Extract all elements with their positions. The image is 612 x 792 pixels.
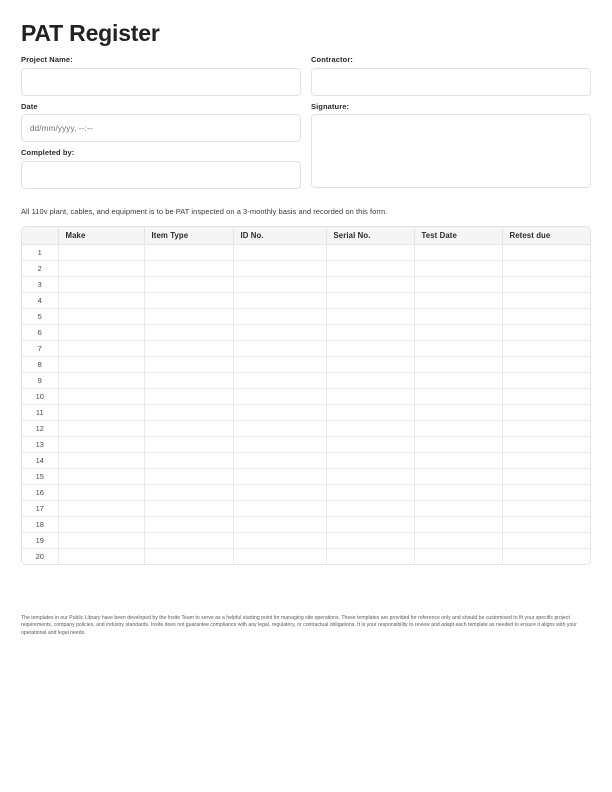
cell-serial-no[interactable] — [326, 421, 414, 437]
cell-make[interactable] — [58, 437, 144, 453]
cell-serial-no[interactable] — [326, 277, 414, 293]
cell-serial-no[interactable] — [326, 469, 414, 485]
cell-id-no[interactable] — [233, 469, 326, 485]
cell-retest-due[interactable] — [502, 469, 591, 485]
cell-retest-due[interactable] — [502, 309, 591, 325]
row-number-cell: 14 — [22, 453, 58, 469]
cell-test-date[interactable] — [414, 469, 502, 485]
cell-retest-due[interactable] — [502, 277, 591, 293]
cell-test-date[interactable] — [414, 245, 502, 261]
cell-retest-due[interactable] — [502, 325, 591, 341]
column-header-test-date: Test Date — [414, 227, 502, 245]
cell-test-date[interactable] — [414, 453, 502, 469]
signature-label: Signature: — [311, 101, 350, 111]
cell-make[interactable] — [58, 373, 144, 389]
form-section — [21, 56, 591, 196]
cell-serial-no[interactable] — [326, 373, 414, 389]
cell-test-date[interactable] — [414, 325, 502, 341]
cell-retest-due[interactable] — [502, 453, 591, 469]
field-contractor — [311, 56, 591, 96]
cell-retest-due[interactable] — [502, 389, 591, 405]
row-number-cell: 5 — [22, 309, 58, 325]
cell-item-type[interactable] — [144, 469, 233, 485]
table-row — [22, 469, 591, 485]
cell-id-no[interactable] — [233, 325, 326, 341]
table-row — [22, 277, 591, 293]
row-number-cell: 8 — [22, 357, 58, 373]
row-number-cell: 4 — [22, 293, 58, 309]
cell-item-type[interactable] — [144, 293, 233, 309]
cell-test-date[interactable] — [414, 373, 502, 389]
cell-id-no[interactable] — [233, 421, 326, 437]
cell-make[interactable] — [58, 325, 144, 341]
cell-test-date[interactable] — [414, 405, 502, 421]
column-header-item-type: Item Type — [144, 227, 233, 245]
cell-id-no[interactable] — [233, 549, 326, 565]
cell-id-no[interactable] — [233, 293, 326, 309]
cell-retest-due[interactable] — [502, 533, 591, 549]
cell-make[interactable] — [58, 469, 144, 485]
cell-serial-no[interactable] — [326, 501, 414, 517]
table-row — [22, 453, 591, 469]
row-number-cell: 15 — [22, 469, 58, 485]
field-date — [21, 103, 301, 143]
field-signature — [311, 103, 591, 189]
cell-item-type[interactable] — [144, 533, 233, 549]
cell-test-date[interactable] — [414, 277, 502, 293]
row-number-cell: 17 — [22, 501, 58, 517]
row-number-cell: 10 — [22, 389, 58, 405]
project-name-label: Project Name: — [21, 55, 73, 65]
cell-make[interactable] — [58, 261, 144, 277]
row-number-cell: 7 — [22, 341, 58, 357]
cell-test-date[interactable] — [414, 389, 502, 405]
table-row — [22, 357, 591, 373]
table-row — [22, 293, 591, 309]
cell-make[interactable] — [58, 341, 144, 357]
cell-item-type[interactable] — [144, 405, 233, 421]
column-header-row-number — [22, 227, 58, 245]
cell-make[interactable] — [58, 485, 144, 501]
column-header-id-no: ID No. — [233, 227, 326, 245]
column-header-retest-due: Retest due — [502, 227, 591, 245]
cell-retest-due[interactable] — [502, 549, 591, 565]
table-row — [22, 501, 591, 517]
cell-id-no[interactable] — [233, 501, 326, 517]
cell-id-no[interactable] — [233, 245, 326, 261]
cell-serial-no[interactable] — [326, 309, 414, 325]
cell-item-type[interactable] — [144, 549, 233, 565]
row-number-cell: 3 — [22, 277, 58, 293]
table-row — [22, 533, 591, 549]
cell-item-type[interactable] — [144, 453, 233, 469]
row-number-cell: 11 — [22, 405, 58, 421]
cell-make[interactable] — [58, 293, 144, 309]
column-header-serial-no: Serial No. — [326, 227, 414, 245]
cell-item-type[interactable] — [144, 277, 233, 293]
cell-id-no[interactable] — [233, 357, 326, 373]
page-title: PAT Register — [21, 20, 160, 46]
table-row — [22, 485, 591, 501]
cell-item-type[interactable] — [144, 261, 233, 277]
cell-serial-no[interactable] — [326, 549, 414, 565]
cell-retest-due[interactable] — [502, 485, 591, 501]
cell-retest-due[interactable] — [502, 373, 591, 389]
cell-test-date[interactable] — [414, 357, 502, 373]
cell-item-type[interactable] — [144, 357, 233, 373]
cell-test-date[interactable] — [414, 437, 502, 453]
cell-make[interactable] — [58, 517, 144, 533]
cell-id-no[interactable] — [233, 533, 326, 549]
row-number-cell: 13 — [22, 437, 58, 453]
cell-retest-due[interactable] — [502, 517, 591, 533]
row-number-cell: 12 — [22, 421, 58, 437]
completed-by-input[interactable] — [21, 161, 301, 189]
cell-test-date[interactable] — [414, 501, 502, 517]
cell-id-no[interactable] — [233, 261, 326, 277]
register-table — [22, 227, 591, 564]
completed-by-label: Completed by: — [21, 148, 75, 158]
row-number-cell: 2 — [22, 261, 58, 277]
table-row — [22, 437, 591, 453]
cell-test-date[interactable] — [414, 341, 502, 357]
cell-test-date[interactable] — [414, 517, 502, 533]
cell-make[interactable] — [58, 533, 144, 549]
table-row — [22, 245, 591, 261]
cell-serial-no[interactable] — [326, 453, 414, 469]
cell-serial-no[interactable] — [326, 293, 414, 309]
column-header-make: Make — [58, 227, 144, 245]
date-placeholder: dd/mm/yyyy, --:-- — [30, 124, 93, 134]
cell-id-no[interactable] — [233, 341, 326, 357]
cell-make[interactable] — [58, 277, 144, 293]
row-number-cell: 19 — [22, 533, 58, 549]
row-number-cell: 16 — [22, 485, 58, 501]
cell-test-date[interactable] — [414, 421, 502, 437]
cell-test-date[interactable] — [414, 485, 502, 501]
signature-input[interactable] — [311, 114, 591, 188]
cell-id-no[interactable] — [233, 453, 326, 469]
cell-retest-due[interactable] — [502, 437, 591, 453]
table-row — [22, 309, 591, 325]
cell-make[interactable] — [58, 309, 144, 325]
cell-make[interactable] — [58, 389, 144, 405]
table-row — [22, 261, 591, 277]
cell-make[interactable] — [58, 453, 144, 469]
table-row — [22, 549, 591, 565]
register-table-body — [22, 245, 591, 565]
cell-id-no[interactable] — [233, 437, 326, 453]
cell-id-no[interactable] — [233, 309, 326, 325]
cell-serial-no[interactable] — [326, 325, 414, 341]
cell-test-date[interactable] — [414, 293, 502, 309]
cell-retest-due[interactable] — [502, 501, 591, 517]
register-table-head — [22, 227, 591, 245]
table-row — [22, 325, 591, 341]
cell-item-type[interactable] — [144, 421, 233, 437]
cell-serial-no[interactable] — [326, 533, 414, 549]
cell-serial-no[interactable] — [326, 389, 414, 405]
contractor-label: Contractor: — [311, 55, 353, 65]
cell-serial-no[interactable] — [326, 485, 414, 501]
row-number-cell: 1 — [22, 245, 58, 261]
cell-serial-no[interactable] — [326, 261, 414, 277]
cell-item-type[interactable] — [144, 501, 233, 517]
cell-id-no[interactable] — [233, 389, 326, 405]
cell-id-no[interactable] — [233, 517, 326, 533]
cell-retest-due[interactable] — [502, 341, 591, 357]
project-name-input[interactable] — [21, 68, 301, 96]
table-row — [22, 373, 591, 389]
cell-serial-no[interactable] — [326, 517, 414, 533]
table-header-row — [22, 227, 591, 245]
row-number-cell: 20 — [22, 549, 58, 565]
register-table-container — [21, 226, 591, 565]
cell-test-date[interactable] — [414, 533, 502, 549]
cell-item-type[interactable] — [144, 517, 233, 533]
cell-id-no[interactable] — [233, 277, 326, 293]
form-column-right — [311, 56, 591, 196]
cell-make[interactable] — [58, 245, 144, 261]
cell-item-type[interactable] — [144, 325, 233, 341]
cell-item-type[interactable] — [144, 389, 233, 405]
cell-serial-no[interactable] — [326, 341, 414, 357]
cell-test-date[interactable] — [414, 309, 502, 325]
row-number-cell: 6 — [22, 325, 58, 341]
cell-serial-no[interactable] — [326, 245, 414, 261]
cell-item-type[interactable] — [144, 341, 233, 357]
cell-serial-no[interactable] — [326, 405, 414, 421]
row-number-cell: 18 — [22, 517, 58, 533]
cell-make[interactable] — [58, 549, 144, 565]
intro-text: All 110v plant, cables, and equipment is to be PAT inspected on a 3-monthly basis and recorded on this form. — [21, 206, 388, 216]
cell-id-no[interactable] — [233, 373, 326, 389]
cell-serial-no[interactable] — [326, 437, 414, 453]
field-completed-by — [21, 149, 301, 189]
table-row — [22, 405, 591, 421]
cell-serial-no[interactable] — [326, 357, 414, 373]
cell-make[interactable] — [58, 501, 144, 517]
cell-test-date[interactable] — [414, 549, 502, 565]
cell-item-type[interactable] — [144, 485, 233, 501]
cell-id-no[interactable] — [233, 405, 326, 421]
table-row — [22, 389, 591, 405]
date-input[interactable] — [21, 114, 301, 142]
table-row — [22, 517, 591, 533]
cell-make[interactable] — [58, 421, 144, 437]
date-label: Date — [21, 101, 38, 111]
cell-retest-due[interactable] — [502, 357, 591, 373]
table-row — [22, 341, 591, 357]
row-number-cell: 9 — [22, 373, 58, 389]
cell-retest-due[interactable] — [502, 261, 591, 277]
cell-make[interactable] — [58, 357, 144, 373]
cell-id-no[interactable] — [233, 485, 326, 501]
cell-retest-due[interactable] — [502, 293, 591, 309]
cell-item-type[interactable] — [144, 245, 233, 261]
footer-disclaimer: The templates in our Public Library have been developed by the Insite Team to serve as a helpful starting point for managing site operations. These templates are provided for reference only and should be customised to fit your specific project requirements, company policies, and industry standards. Insite does not guarantee compliance with any legal, regulatory, or contractual obligations. It is your responsibility to review and adapt each template as needed to ensure it aligns with your operational and legal needs. — [21, 615, 577, 636]
contractor-input[interactable] — [311, 68, 591, 96]
cell-item-type[interactable] — [144, 309, 233, 325]
cell-item-type[interactable] — [144, 437, 233, 453]
cell-retest-due[interactable] — [502, 245, 591, 261]
cell-test-date[interactable] — [414, 261, 502, 277]
field-project-name — [21, 56, 301, 96]
cell-make[interactable] — [58, 405, 144, 421]
cell-item-type[interactable] — [144, 373, 233, 389]
table-row — [22, 421, 591, 437]
cell-retest-due[interactable] — [502, 405, 591, 421]
cell-retest-due[interactable] — [502, 421, 591, 437]
form-column-left — [21, 56, 301, 196]
